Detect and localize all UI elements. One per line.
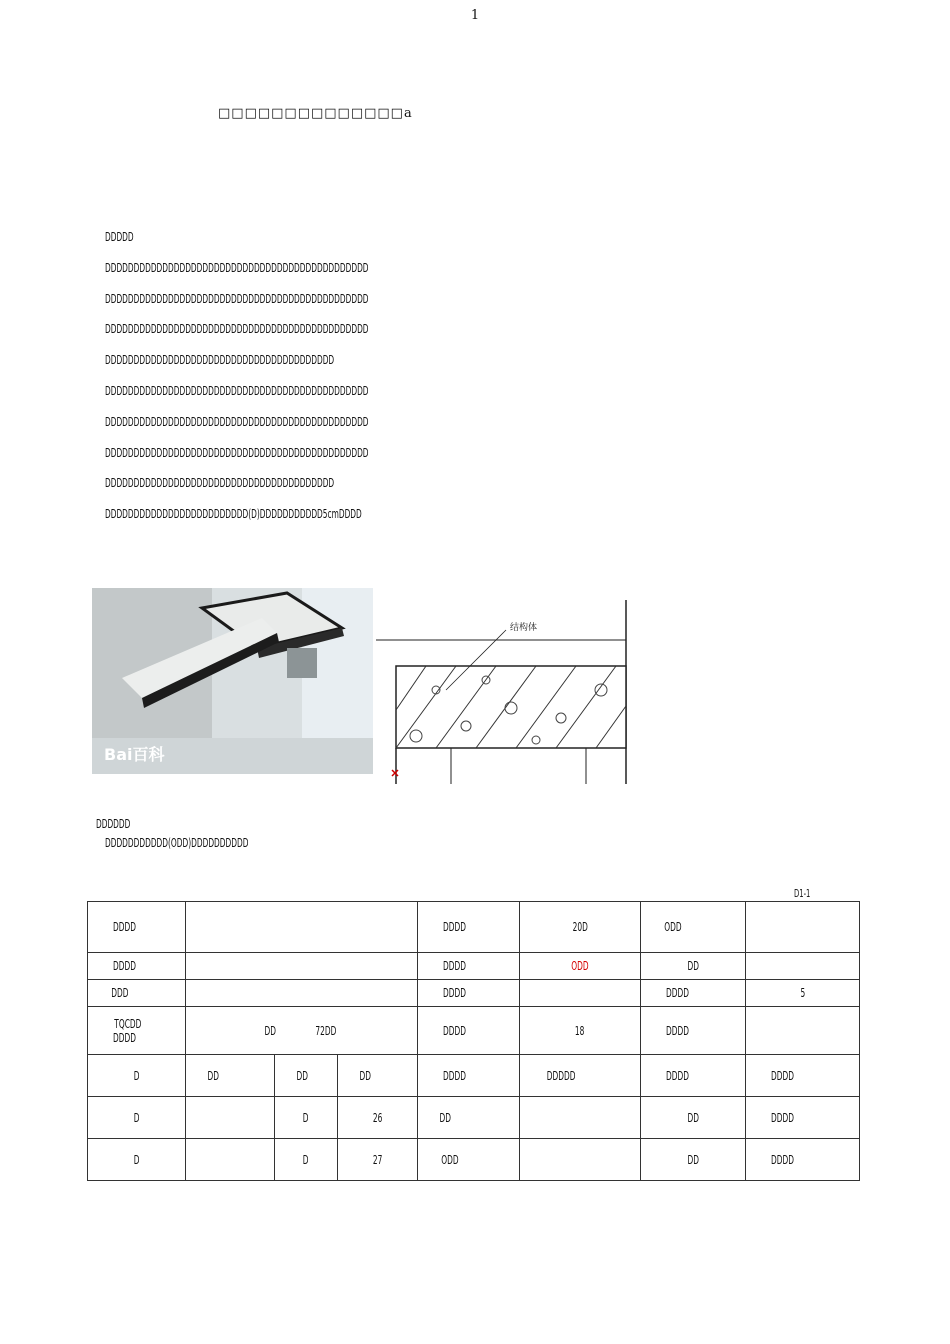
table-cell: D xyxy=(88,1097,186,1139)
table-cell: DD xyxy=(641,1139,746,1181)
table-cell: ODD xyxy=(418,1139,520,1181)
table-cell xyxy=(746,953,860,980)
table-cell: TQCDD DDDD xyxy=(88,1007,186,1055)
table-cell: 26 xyxy=(338,1097,418,1139)
table-cell xyxy=(520,1097,641,1139)
paragraph-line: DDDDDDDDDDDDDDDDDDDDDDDDDDDDDDDDDDDDDDDD xyxy=(105,353,335,367)
table-row xyxy=(88,1139,860,1181)
paragraph-line: DDDDDDDDDDDDDDDDDDDDDDDDDDDDDDDDDDDDDDDD xyxy=(105,476,335,490)
canopy-photo-illustration xyxy=(92,588,373,774)
table-cell: DDDD xyxy=(88,953,186,980)
table-cell xyxy=(746,1007,860,1055)
table-cell: DD 72DD xyxy=(186,1007,418,1055)
table-cell: DDDD xyxy=(418,1007,520,1055)
table-cell: ODD xyxy=(641,902,746,953)
table-cell: DD xyxy=(641,1097,746,1139)
drawing-label: 结构体 xyxy=(510,623,538,633)
paragraph-line: DDDDDDDDDDDDDDDDDDDDDDDDDDDDDDDDDDDDDDDDDDDDDD xyxy=(105,415,369,429)
subsection-line: DDDDDDDDDDD(ODD)DDDDDDDDDD xyxy=(105,836,249,850)
table-cell: DD xyxy=(275,1055,338,1097)
table-cell: DDDD xyxy=(418,953,520,980)
table-cell: DDDD xyxy=(641,1055,746,1097)
table-cell: DDDD xyxy=(88,902,186,953)
table-cell: D xyxy=(88,1055,186,1097)
table-cell xyxy=(186,902,418,953)
table-cell: DD xyxy=(418,1097,520,1139)
table-cell: D xyxy=(88,1139,186,1181)
table-cell: D xyxy=(275,1097,338,1139)
table-cell: DD xyxy=(641,953,746,980)
paragraph-line: DDDDDDDDDDDDDDDDDDDDDDDDDDDDDDDDDDDDDDDDDDDDDD xyxy=(105,261,369,275)
table-cell: DDDD xyxy=(418,902,520,953)
table-cell: DDDD xyxy=(641,1007,746,1055)
table-cell: DD xyxy=(338,1055,418,1097)
table-cell: ODD xyxy=(520,953,641,980)
table-cell: DDDD xyxy=(746,1139,860,1181)
paragraph-line: DDDDDDDDDDDDDDDDDDDDDDDDDDDDDDDDDDDDDDDDDDDDDD xyxy=(105,384,369,398)
photo-watermark: Bai百科 xyxy=(104,745,165,764)
table-cell xyxy=(520,980,641,1007)
paragraph-line: DDDDDDDDDDDDDDDDDDDDDDDDDDDDDDDDDDDDDDDDDDDDDD xyxy=(105,322,369,336)
table-row xyxy=(88,1097,860,1139)
table-cell: DDDDD xyxy=(520,1055,641,1097)
table-cell xyxy=(186,980,418,1007)
page-number: 1 xyxy=(470,8,480,23)
table-cell: DDDD xyxy=(746,1055,860,1097)
table-cell: 27 xyxy=(338,1139,418,1181)
section-heading: DDDDD xyxy=(105,230,134,244)
document-title: □□□□□□□□□□□□□□a xyxy=(218,106,413,121)
spec-table xyxy=(87,901,860,1181)
table-cell: DDDD xyxy=(418,980,520,1007)
table-cell xyxy=(746,902,860,953)
table-row xyxy=(88,980,860,1007)
table-cell: D xyxy=(275,1139,338,1181)
section-drawing xyxy=(376,600,634,784)
paragraph-line: DDDDDDDDDDDDDDDDDDDDDDDDDDDDDDDDDDDDDDDDDDDDDD xyxy=(105,446,369,460)
table-cell: 18 xyxy=(520,1007,641,1055)
table-cell: DDDD xyxy=(746,1097,860,1139)
table-cell xyxy=(520,1139,641,1181)
table-cell xyxy=(186,953,418,980)
table-row xyxy=(88,1055,860,1097)
paragraph-line: DDDDDDDDDDDDDDDDDDDDDDDDDDDDDDDDDDDDDDDDDDDDDD xyxy=(105,292,369,306)
section-drawing-illustration xyxy=(376,600,634,784)
canopy-photo xyxy=(92,588,373,774)
table-cell: DD xyxy=(186,1055,275,1097)
table-row xyxy=(88,1007,860,1055)
table-label: D1-1 xyxy=(794,887,811,900)
table-cell xyxy=(186,1097,275,1139)
table-cell: DDDD xyxy=(418,1055,520,1097)
table-cell: DDD xyxy=(88,980,186,1007)
table-row xyxy=(88,953,860,980)
table-cell xyxy=(186,1139,275,1181)
table-cell: DDDD xyxy=(641,980,746,1007)
table-row xyxy=(88,902,860,953)
paragraph-line: DDDDDDDDDDDDDDDDDDDDDDDDD(D)DDDDDDDDDDD5cmDDDD xyxy=(105,507,362,521)
subsection-heading: DDDDDD xyxy=(96,817,131,831)
table-cell: 20D xyxy=(520,902,641,953)
table-cell: 5 xyxy=(746,980,860,1007)
